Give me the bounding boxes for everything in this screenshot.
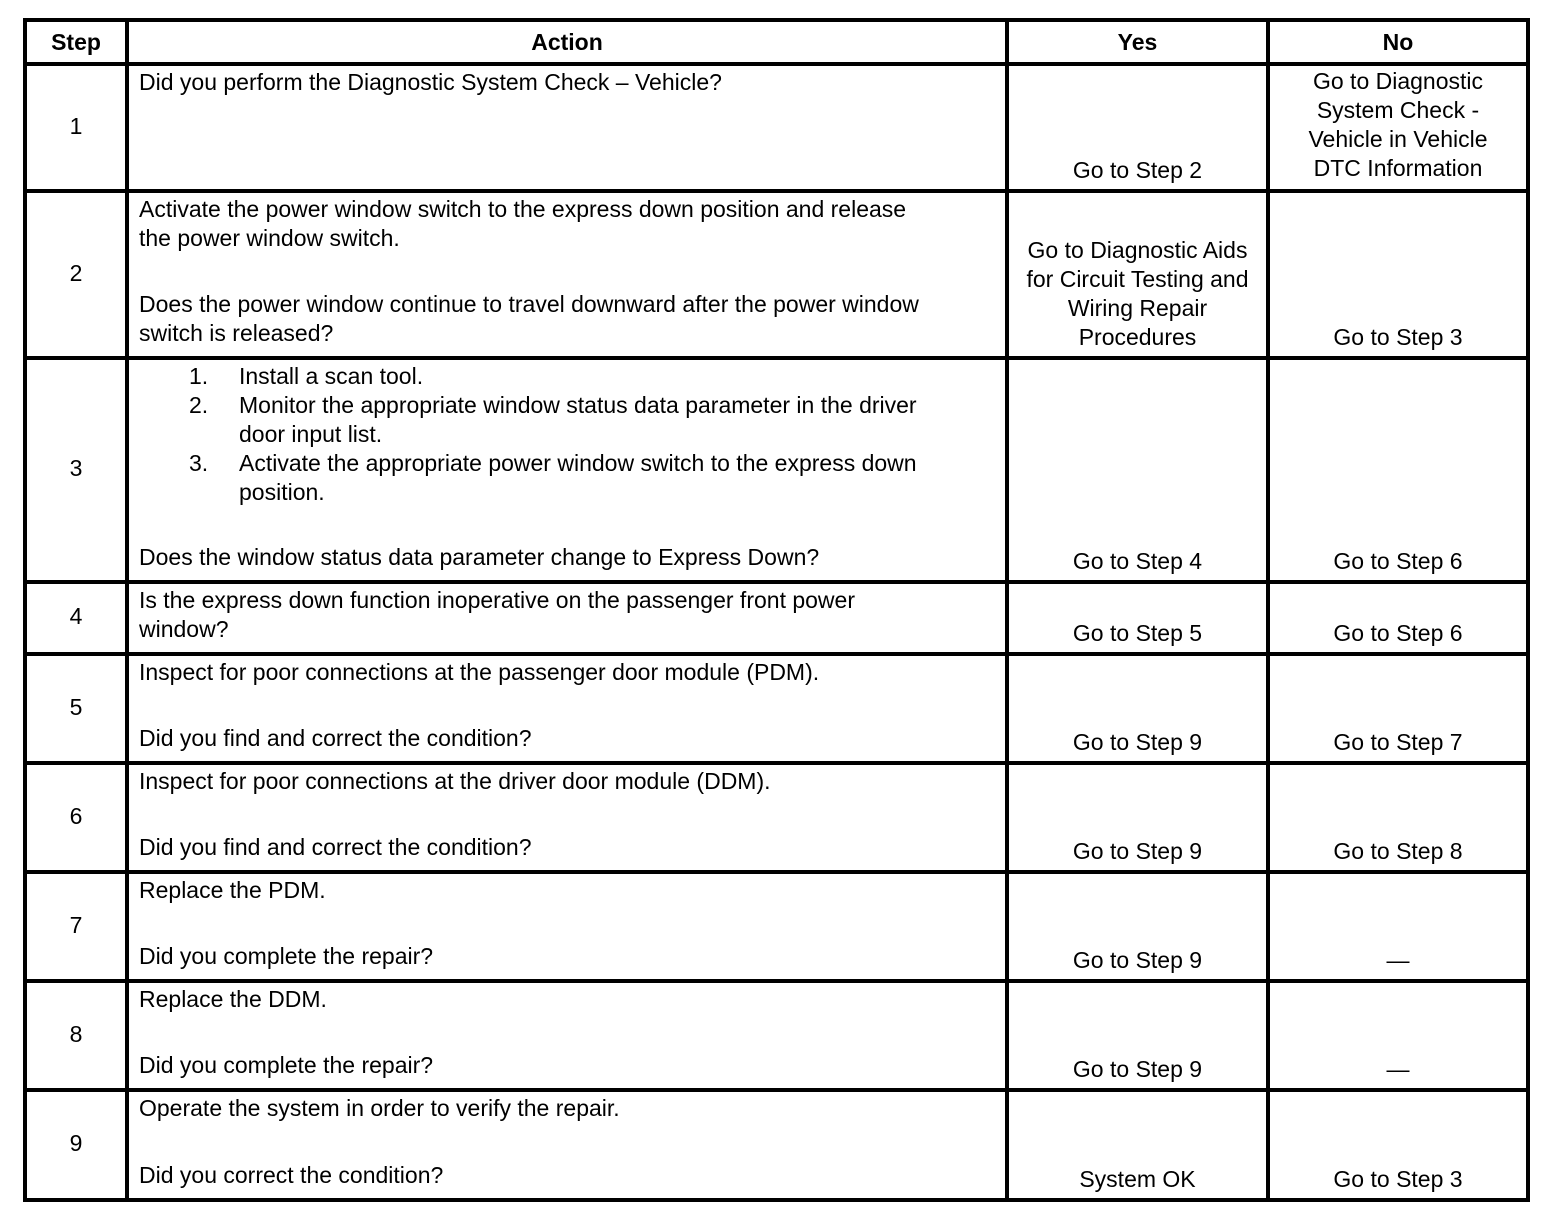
list-item-text: position. — [239, 479, 325, 505]
step-number: 5 — [25, 654, 127, 763]
action-line: window? — [139, 616, 229, 642]
list-item-text: door input list. — [239, 421, 383, 447]
header-yes: Yes — [1007, 20, 1268, 64]
yes-cell — [1007, 981, 1268, 1090]
action-cell — [127, 191, 1007, 358]
yes-text: Go to Step 9 — [1072, 947, 1203, 973]
list-item — [139, 362, 995, 391]
yes-text: System OK — [1079, 1166, 1196, 1192]
list-item-number: 3. — [189, 450, 209, 476]
yes-text: Go to Step 9 — [1072, 1056, 1203, 1082]
action-line: Did you perform the Diagnostic System Check – Vehicle? — [139, 69, 722, 95]
yes-text: Go to Step 2 — [1072, 157, 1203, 183]
action-cell — [127, 1090, 1007, 1200]
question-text: Did you complete the repair? — [139, 1052, 434, 1078]
header-step: Step — [25, 20, 127, 64]
question-line: Does the power window continue to travel downward after the power window — [139, 291, 919, 317]
question-text: Did you complete the repair? — [139, 943, 434, 969]
action-cell — [127, 981, 1007, 1090]
action-cell — [127, 582, 1007, 654]
table-row-step-1 — [25, 64, 1528, 191]
yes-line: for Circuit Testing and — [1026, 266, 1249, 292]
procedure-list — [139, 362, 995, 507]
header-no: No — [1268, 20, 1528, 64]
action-text — [139, 68, 995, 97]
yes-cell — [1007, 64, 1268, 191]
question-line: switch is released? — [139, 320, 334, 346]
table-row-step-8 — [25, 981, 1528, 1090]
step-number: 6 — [25, 763, 127, 872]
yes-text: Go to Step 4 — [1072, 548, 1203, 574]
step-number: 1 — [25, 64, 127, 191]
table-row-step-4 — [25, 582, 1528, 654]
step-number: 9 — [25, 1090, 127, 1200]
no-text: Go to Step 6 — [1333, 548, 1463, 574]
no-cell — [1268, 191, 1528, 358]
no-cell — [1268, 763, 1528, 872]
no-line: Vehicle in Vehicle — [1308, 126, 1488, 152]
list-item — [139, 449, 995, 507]
question-text: Did you find and correct the condition? — [139, 834, 532, 860]
header-row — [25, 20, 1528, 64]
no-cell — [1268, 654, 1528, 763]
question-text: Did you correct the condition? — [139, 1162, 444, 1188]
action-text: Replace the PDM. — [139, 877, 326, 903]
table-row-step-5 — [25, 654, 1528, 763]
step-number: 7 — [25, 872, 127, 981]
diagnostic-table — [23, 18, 1530, 1202]
step-number: 2 — [25, 191, 127, 358]
yes-cell — [1007, 582, 1268, 654]
table-row-step-3 — [25, 358, 1528, 582]
yes-text: Go to Step 9 — [1072, 838, 1203, 864]
no-text: Go to Step 7 — [1333, 729, 1463, 755]
list-item — [139, 391, 995, 449]
step-number: 4 — [25, 582, 127, 654]
list-item-number: 2. — [189, 392, 209, 418]
action-line: Activate the power window switch to the express down position and release — [139, 196, 907, 222]
action-text: Inspect for poor connections at the passenger door module (PDM). — [139, 659, 820, 685]
yes-text: Go to Step 5 — [1072, 620, 1203, 646]
action-text: Inspect for poor connections at the driver door module (DDM). — [139, 768, 771, 794]
no-text: — — [1386, 947, 1410, 973]
action-line: the power window switch. — [139, 225, 400, 251]
action-text — [139, 586, 995, 644]
no-cell — [1268, 64, 1528, 191]
yes-cell — [1007, 191, 1268, 358]
no-cell — [1268, 582, 1528, 654]
no-text: Go to Step 3 — [1333, 1166, 1463, 1192]
yes-cell — [1007, 872, 1268, 981]
yes-line: Go to Diagnostic Aids — [1027, 237, 1248, 263]
yes-line: Wiring Repair — [1067, 295, 1208, 321]
action-cell — [127, 763, 1007, 872]
action-text — [139, 195, 995, 253]
yes-cell — [1007, 1090, 1268, 1200]
header-action: Action — [127, 20, 1007, 64]
question-text: Did you find and correct the condition? — [139, 725, 532, 751]
action-cell — [127, 64, 1007, 191]
yes-line: Procedures — [1078, 324, 1197, 350]
step-number: 3 — [25, 358, 127, 582]
list-item-text: Monitor the appropriate window status data parameter in the driver — [239, 392, 917, 418]
action-cell — [127, 358, 1007, 582]
no-text: Go to Step 6 — [1333, 620, 1463, 646]
yes-text: Go to Step 9 — [1072, 729, 1203, 755]
no-line: DTC Information — [1313, 155, 1483, 181]
no-cell — [1268, 1090, 1528, 1200]
question-text — [139, 290, 995, 348]
action-cell — [127, 654, 1007, 763]
list-item-number: 1. — [189, 363, 209, 389]
yes-cell — [1007, 358, 1268, 582]
list-item-text: Activate the appropriate power window switch to the express down — [239, 450, 917, 476]
question-text — [139, 543, 995, 572]
yes-cell — [1007, 654, 1268, 763]
table-row-step-2 — [25, 191, 1528, 358]
action-line: Is the express down function inoperative on the passenger front power — [139, 587, 855, 613]
question-line: Does the window status data parameter change to Express Down? — [139, 544, 820, 570]
no-text: Go to Step 3 — [1333, 324, 1463, 350]
step-number: 8 — [25, 981, 127, 1090]
yes-cell — [1007, 763, 1268, 872]
no-cell — [1268, 872, 1528, 981]
list-item-text: Install a scan tool. — [239, 363, 424, 389]
no-line: System Check - — [1316, 97, 1480, 123]
action-text: Replace the DDM. — [139, 986, 327, 1012]
table-row-step-7 — [25, 872, 1528, 981]
no-cell — [1268, 358, 1528, 582]
no-line: Go to Diagnostic — [1312, 68, 1484, 94]
no-cell — [1268, 981, 1528, 1090]
table-row-step-6 — [25, 763, 1528, 872]
action-text: Operate the system in order to verify the repair. — [139, 1095, 620, 1121]
action-cell — [127, 872, 1007, 981]
no-text: Go to Step 8 — [1333, 838, 1463, 864]
table-row-step-9 — [25, 1090, 1528, 1200]
no-text: — — [1386, 1056, 1410, 1082]
